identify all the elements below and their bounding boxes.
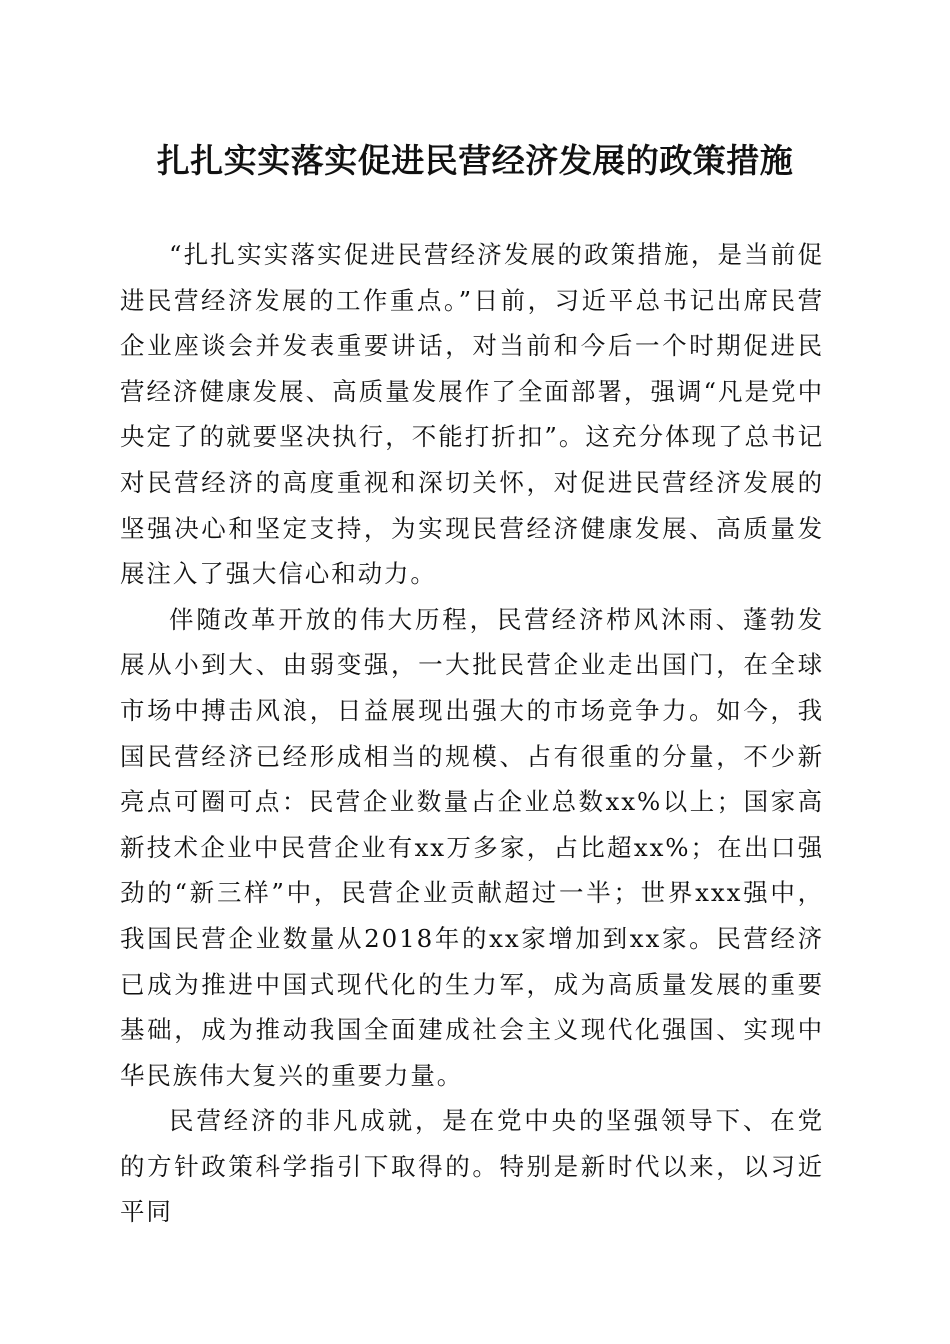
document-body	[120, 232, 824, 1235]
document-title: 扎扎实实落实促进民营经济发展的政策措施	[156, 141, 794, 180]
paragraph-1: “扎扎实实落实促进民营经济发展的政策措施，是当前促进民营经济发展的工作重点。”日前，习近平总书记出席民营企业座谈会并发表重要讲话，对当前和今后一个时期促进民营经济健康发展、高质量发展作了全面部署，强调“凡是党中央定了的就要坚决执行，不能打折扣”。这充分体现了总书记对民营经济的高度重视和深切关怀，对促进民营经济发展的坚强决心和坚定支持，为实现民营经济健康发展、高质量发展注入了强大信心和动力。	[120, 240, 824, 589]
paragraph-3: 民营经济的非凡成就，是在党中央的坚强领导下、在党的方针政策科学指引下取得的。特别是新时代以来，以习近平同	[120, 1106, 824, 1227]
paragraph-2: 伴随改革开放的伟大历程，民营经济栉风沐雨、蓬勃发展从小到大、由弱变强，一大批民营企业走出国门，在全球市场中搏击风浪，日益展现出强大的市场竞争力。如今，我国民营经济已经形成相当的规模、占有很重的分量，不少新亮点可圈可点：民营企业数量占企业总数xx%以上；国家高新技术企业中民营企业有xx万多家，占比超xx%；在出口强劲的“新三样”中，民营企业贡献超过一半；世界xxx强中，我国民营企业数量从2018年的xx家增加到xx家。民营经济已成为推进中国式现代化的生力军，成为高质量发展的重要基础，成为推动我国全面建成社会主义现代化强国、实现中华民族伟大复兴的重要力量。	[120, 604, 824, 1090]
